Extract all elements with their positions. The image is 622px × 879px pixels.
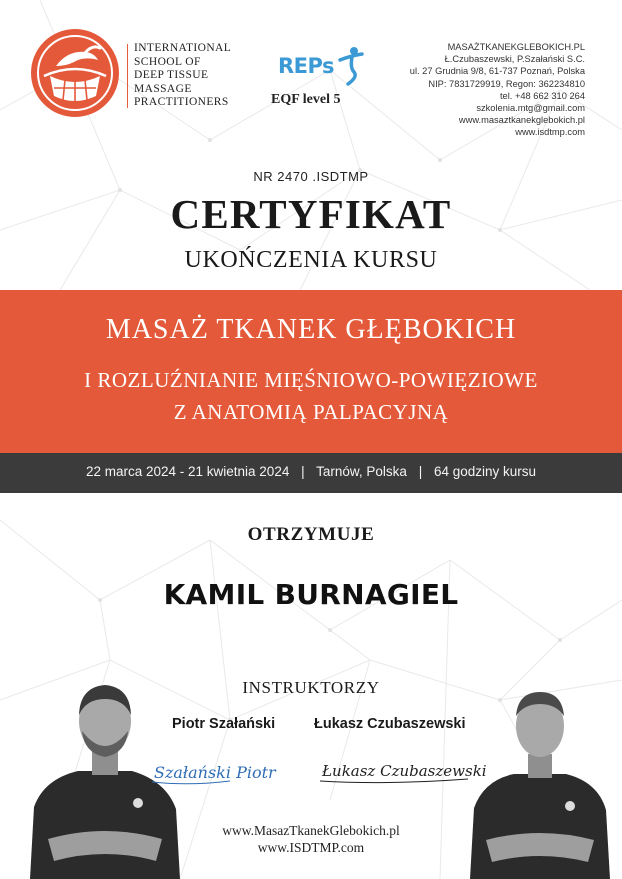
course-details bbox=[0, 464, 622, 479]
course-location: Tarnów, Polska bbox=[316, 464, 407, 479]
company-line: www.masaztkanekglebokich.pl bbox=[458, 115, 585, 126]
company-line: tel. +48 662 310 264 bbox=[499, 90, 585, 101]
certificate-subtitle: UKOŃCZENIA KURSU bbox=[184, 247, 438, 273]
signature-right-text: Łukasz Czubaszewski bbox=[322, 762, 487, 780]
reps-figure-icon bbox=[336, 46, 366, 86]
course-title-line-3: Z ANATOMIĄ PALPACYJNĄ bbox=[173, 400, 449, 424]
footer-url[interactable]: www.MasazTkanekGlebokich.pl bbox=[222, 823, 400, 838]
certificate-number: NR 2470 .ISDTMP bbox=[253, 169, 369, 184]
school-name bbox=[134, 42, 231, 110]
logo-divider bbox=[127, 44, 128, 108]
school-logo bbox=[28, 26, 122, 120]
footer-urls bbox=[0, 822, 622, 856]
course-hours: 64 godziny kursu bbox=[433, 464, 537, 479]
school-name-line: DEEP TISSUE bbox=[134, 69, 209, 81]
course-dates: 22 marca 2024 - 21 kwietnia 2024 bbox=[85, 464, 290, 479]
company-line: MASAŻTKANEKGLEBOKICH.PL bbox=[447, 42, 585, 52]
separator: | bbox=[418, 464, 423, 479]
instructors-label: INSTRUKTORZY bbox=[242, 678, 380, 697]
signature-left bbox=[150, 754, 298, 786]
course-title-line-2: I ROZLUŹNIANIE MIĘŚNIOWO-POWIĘZIOWE bbox=[84, 368, 538, 392]
eqf-level: EQF level 5 bbox=[271, 92, 341, 107]
reps-logo bbox=[278, 46, 366, 86]
receives-label: OTRZYMUJE bbox=[247, 524, 375, 545]
company-line: NIP: 7831729919, Regon: 362234810 bbox=[428, 78, 585, 89]
company-info bbox=[410, 41, 585, 139]
instructor-name: Piotr Szałański bbox=[172, 716, 276, 732]
school-name-line: SCHOOL OF bbox=[134, 55, 201, 68]
signature-left-text: Szałański Piotr bbox=[154, 763, 276, 782]
school-name-line: MASSAGE bbox=[134, 82, 192, 95]
instructor-name: Łukasz Czubaszewski bbox=[314, 716, 466, 732]
company-line: Ł.Czubaszewski, P.Szałański S.C. bbox=[444, 54, 585, 65]
footer-url[interactable]: www.ISDTMP.com bbox=[257, 840, 365, 855]
company-line: szkolenia.mtg@gmail.com bbox=[476, 103, 585, 114]
certificate-title: CERTYFIKAT bbox=[170, 191, 452, 237]
separator: | bbox=[301, 464, 305, 479]
recipient-name: KAMIL BURNAGIEL bbox=[163, 578, 459, 611]
company-line: www.isdtmp.com bbox=[515, 127, 585, 138]
company-line: ul. 27 Grudnia 9/8, 61-737 Poznań, Polska bbox=[409, 66, 585, 77]
school-name-line: PRACTITIONERS bbox=[134, 96, 229, 108]
school-name-line: INTERNATIONAL bbox=[134, 42, 232, 54]
signature-right bbox=[318, 754, 496, 786]
course-title-line-1: MASAŻ TKANEK GŁĘBOKICH bbox=[105, 314, 517, 345]
reps-logo-text: REPs bbox=[278, 54, 335, 78]
